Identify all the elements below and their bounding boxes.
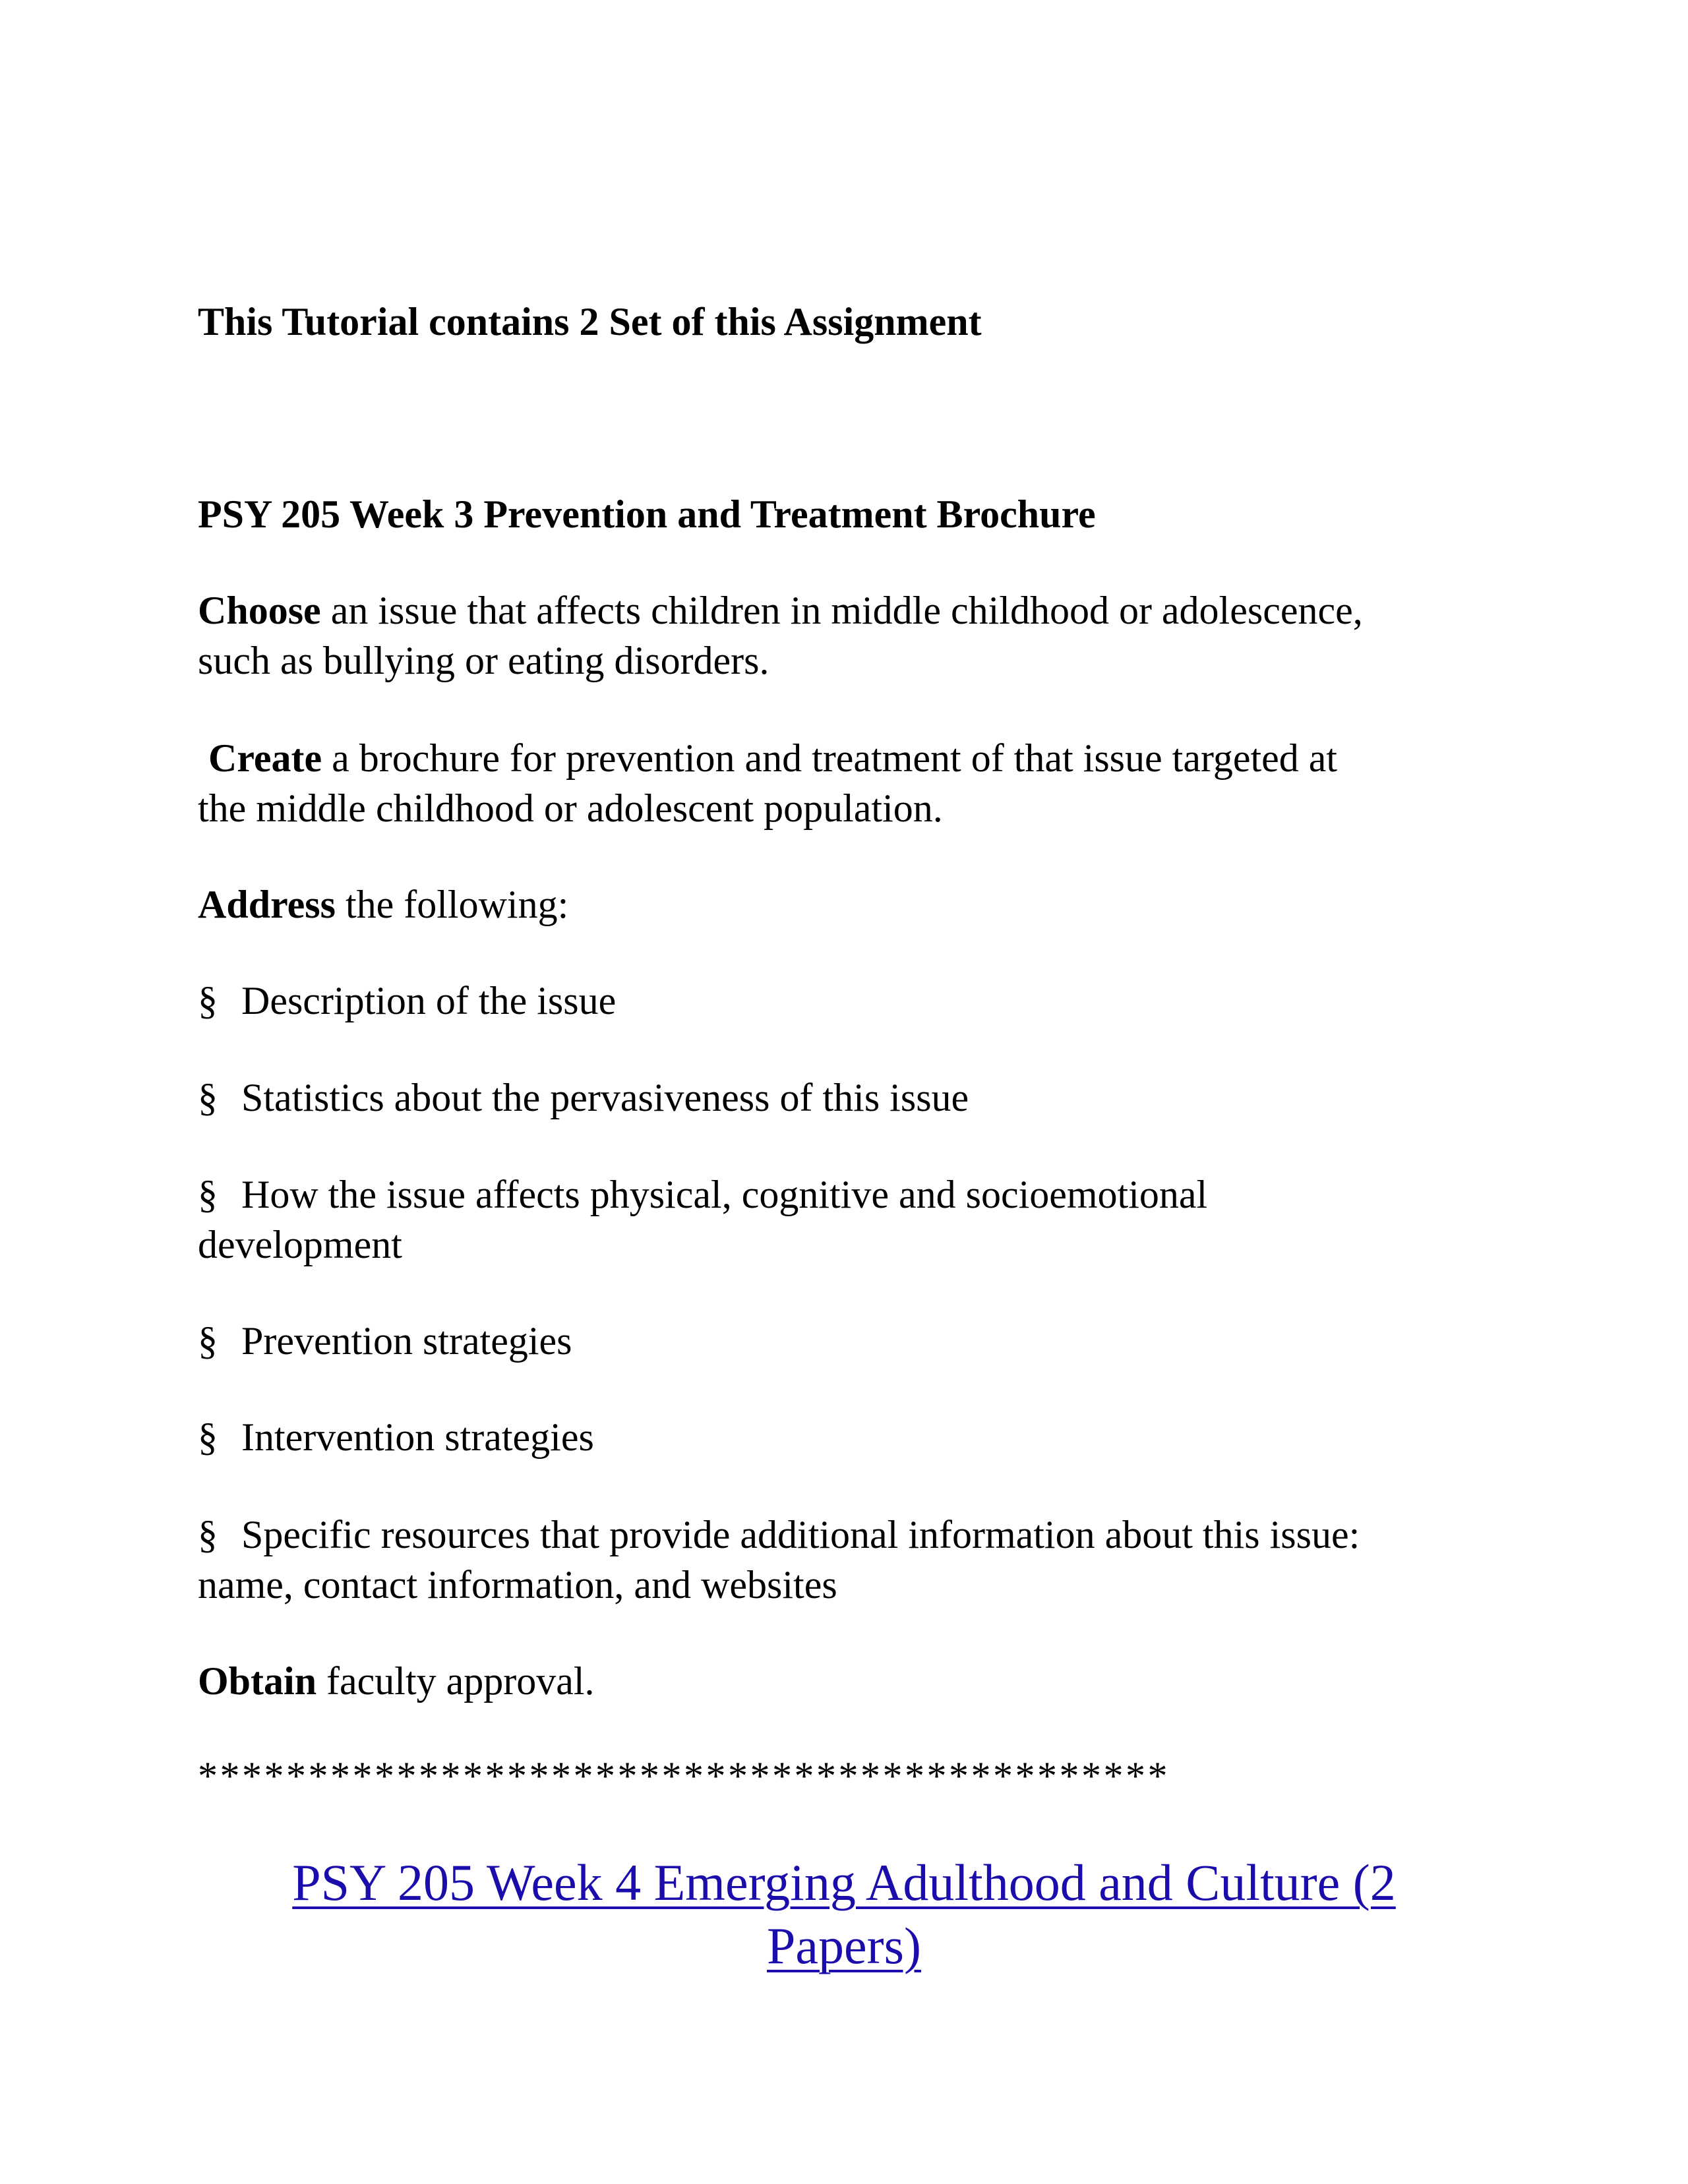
obtain-paragraph	[198, 1656, 595, 1706]
address-lead: Address	[198, 883, 336, 926]
bullet-item	[198, 1412, 594, 1462]
obtain-text: faculty approval.	[316, 1659, 595, 1703]
section-sign-icon: §	[198, 1319, 218, 1363]
obtain-lead: Obtain	[198, 1659, 317, 1703]
section-sign-icon: §	[198, 1173, 218, 1216]
create-paragraph-line-2: the middle childhood or adolescent population.	[198, 786, 943, 830]
section-sign-icon: §	[198, 1076, 218, 1119]
bullet-text: Prevention strategies	[241, 1319, 572, 1363]
bullet-text: Specific resources that provide additional information about this issue:	[241, 1513, 1360, 1556]
bullet-text: How the issue affects physical, cognitive and socioemotional	[241, 1173, 1208, 1216]
separator-line: ********************************************	[198, 1754, 1170, 1798]
bullet-item	[198, 976, 616, 1026]
bullet-text: Description of the issue	[241, 979, 617, 1022]
bullet-item	[198, 1169, 1207, 1220]
create-text-1: a brochure for prevention and treatment of that issue targeted at	[322, 736, 1338, 780]
bullet-text: Statistics about the pervasiveness of this issue	[241, 1076, 969, 1119]
bullet-continuation: name, contact information, and websites	[198, 1563, 837, 1607]
bullet-text: Intervention strategies	[241, 1415, 594, 1459]
choose-paragraph-line-1	[198, 585, 1363, 635]
next-assignment-link-line-2[interactable]: Papers)	[767, 1917, 921, 1974]
choose-text-1: an issue that affects children in middle childhood or adolescence,	[320, 589, 1363, 632]
address-paragraph	[198, 879, 568, 930]
section-sign-icon: §	[198, 1513, 218, 1556]
bullet-continuation: development	[198, 1223, 402, 1266]
choose-lead: Choose	[198, 589, 321, 632]
next-assignment-link-line-1[interactable]: PSY 205 Week 4 Emerging Adulthood and Culture (2	[292, 1854, 1396, 1911]
tutorial-note: This Tutorial contains 2 Set of this Assignment	[198, 300, 982, 343]
bullet-item	[198, 1073, 969, 1123]
assignment-title: PSY 205 Week 3 Prevention and Treatment Brochure	[198, 492, 1096, 536]
next-assignment-link-block	[0, 1851, 1688, 1978]
address-text: the following:	[335, 883, 569, 926]
bullet-item	[198, 1316, 572, 1366]
create-lead: Create	[208, 736, 322, 780]
choose-paragraph-line-2: such as bullying or eating disorders.	[198, 639, 769, 682]
bullet-item	[198, 1510, 1360, 1560]
create-paragraph-line-1	[208, 733, 1337, 783]
section-sign-icon: §	[198, 979, 218, 1022]
section-sign-icon: §	[198, 1415, 218, 1459]
